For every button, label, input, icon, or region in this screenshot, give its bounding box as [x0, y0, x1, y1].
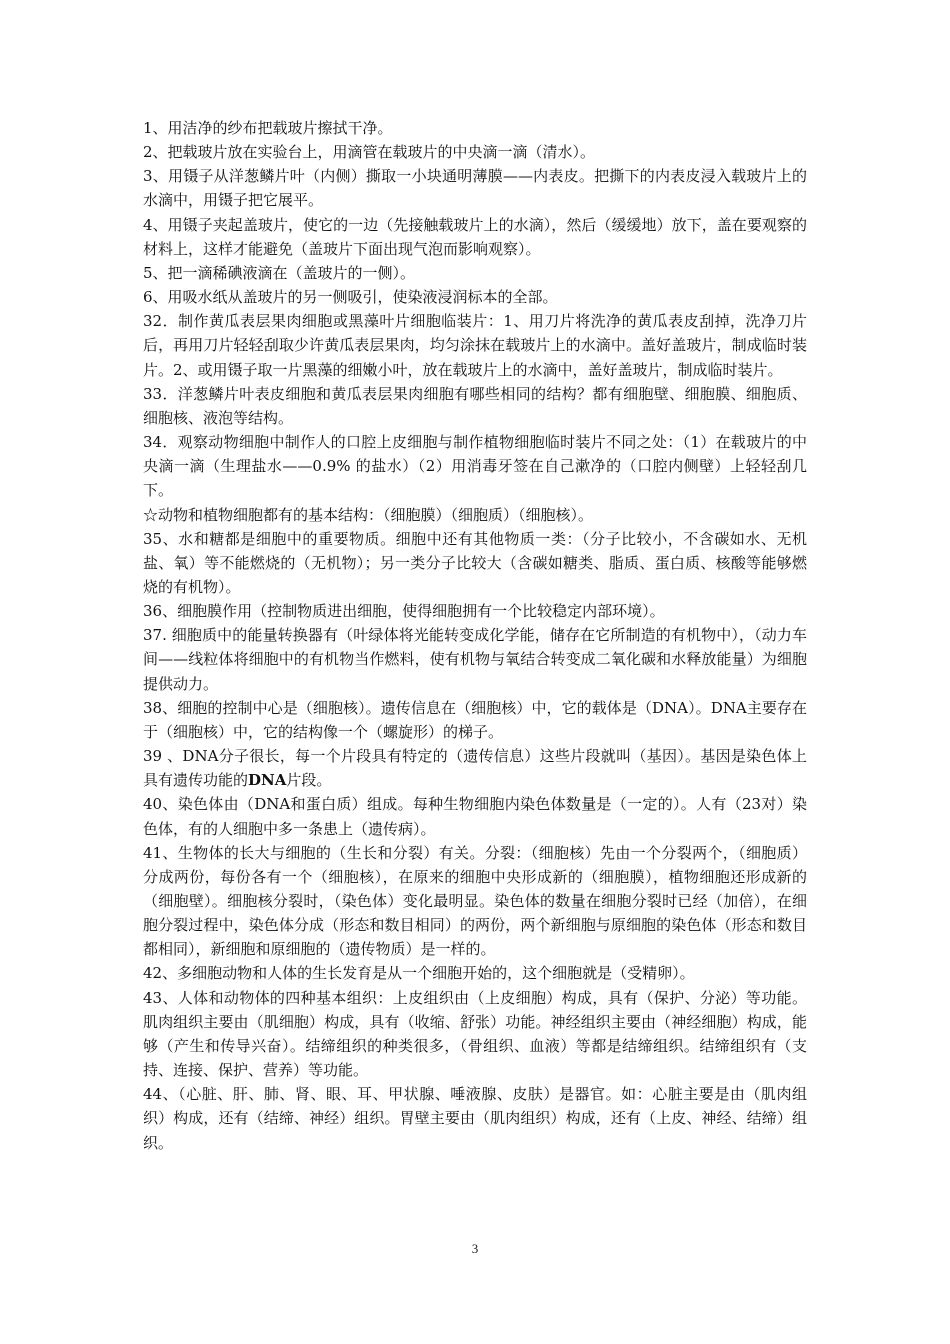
paragraph-39-bold-dna: DNA: [248, 771, 287, 790]
paragraph-40: 40、染色体由（DNA和蛋白质）组成。每种生物细胞内染色体数量是（一定的）。人有（23对）染色体，有的人细胞中多一条患上（遗传病）。: [143, 795, 807, 838]
paragraph-36: 36、细胞膜作用（控制物质进出细胞，使得细胞拥有一个比较稳定内部环境）。: [143, 602, 665, 621]
paragraph-step-4: 4、用镊子夹起盖玻片，使它的一边（先接触载玻片上的水滴），然后（缓缓地）放下，盖在要观察的材料上，这样才能避免（盖玻片下面出现气泡而影响观察）。: [143, 215, 807, 258]
document-body: [143, 116, 807, 1155]
paragraph-step-5: 5、把一滴稀碘液滴在（盖玻片的一侧）。: [143, 263, 416, 282]
paragraph-37: 37. 细胞质中的能量转换器有（叶绿体将光能转变成化学能，储存在它所制造的有机物中），（动力车间——线粒体将细胞中的有机物当作燃料，使有机物与氧结合转变成二氧化碳和水释放能量）为细胞提供动力。: [143, 626, 807, 693]
paragraph-34: 34．观察动物细胞中制作人的口腔上皮细胞与制作植物细胞临时装片不同之处：（1）在载玻片的中央滴一滴（生理盐水——0.9% 的盐水）（2）用消毒牙签在自己漱净的（口腔内侧壁）上轻轻刮几下。: [143, 433, 807, 500]
paragraph-step-2: 2、把载玻片放在实验台上，用滴管在载玻片的中央滴一滴（清水）。: [143, 143, 596, 162]
paragraph-44: 44、（心脏、肝、肺、肾、眼、耳、甲状腺、唾液腺、皮肤）是器官。如：心脏主要是由（肌肉组织）构成，还有（结缔、神经）组织。胃壁主要由（肌肉组织）构成，还有（上皮、神经、结缔）组织。: [143, 1085, 807, 1152]
paragraph-38: 38、细胞的控制中心是（细胞核）。遗传信息在（细胞核）中，它的载体是（DNA）。DNA主要存在于（细胞核）中，它的结构像一个（螺旋形）的梯子。: [143, 698, 807, 741]
paragraph-star-note: ☆动物和植物细胞都有的基本结构：（细胞膜）（细胞质）（细胞核）。: [143, 505, 594, 524]
paragraph-42: 42、多细胞动物和人体的生长发育是从一个细胞开始的，这个细胞就是（受精卵）。: [143, 964, 695, 983]
paragraph-step-3: 3、用镊子从洋葱鳞片叶（内侧）撕取一小块通明薄膜——内表皮。把撕下的内表皮浸入载玻片上的水滴中，用镊子把它展平。: [143, 167, 807, 210]
paragraph-39-text-start: 39 、DNA分子很长，每一个片段具有特定的（遗传信息）这些片段就叫（基因）。基因是染色体上具有遗传功能的: [143, 747, 807, 790]
paragraph-32: 32．制作黄瓜表层果肉细胞或黑藻叶片细胞临装片：1、用刀片将洗净的黄瓜表皮刮掉，洗净刀片后，再用刀片轻轻刮取少许黄瓜表层果肉，均匀涂抹在载玻片上的水滴中。盖好盖玻片，制成临时装片。2、或用镊子取一片黑藻的细嫩小叶，放在载玻片上的水滴中，盖好盖玻片，制成临时装片。: [143, 312, 807, 379]
paragraph-step-1: 1、用洁净的纱布把载玻片擦拭干净。: [143, 119, 393, 137]
page-number: 3: [471, 1241, 479, 1256]
paragraph-35: 35、水和糖都是细胞中的重要物质。细胞中还有其他物质一类：（分子比较小，不含碳如水、无机盐、氧）等不能燃烧的（无机物）；另一类分子比较大（含碳如糖类、脂质、蛋白质、核酸等能够燃烧的有机物）。: [143, 529, 807, 596]
paragraph-39: [143, 744, 807, 792]
paragraph-41: 41、生物体的长大与细胞的（生长和分裂）有关。分裂：（细胞核）先由一个分裂两个，（细胞质）分成两份，每份各有一个（细胞核），在原来的细胞中央形成新的（细胞膜），植物细胞还形成新的（细胞壁）。细胞核分裂时，（染色体）变化最明显。染色体的数量在细胞分裂时已经（加倍），在细胞分裂过程中，染色体分成（形态和数目相同）的两份，两个新细胞与原细胞的染色体（形态和数目都相同），新细胞和原细胞的（遗传物质）是一样的。: [143, 843, 807, 959]
paragraph-43: 43、人体和动物体的四种基本组织：上皮组织由（上皮细胞）构成，具有（保护、分泌）等功能。肌肉组织主要由（肌细胞）构成，具有（收缩、舒张）功能。神经组织主要由（神经细胞）构成，能够（产生和传导兴奋）。结缔组织的种类很多，（骨组织、血液）等都是结缔组织。结缔组织有（支持、连接、保护、营养）等功能。: [143, 988, 807, 1080]
paragraph-39-text-end: 片段。: [286, 771, 332, 790]
paragraph-33: 33．洋葱鳞片叶表皮细胞和黄瓜表层果肉细胞有哪些相同的结构？都有细胞壁、细胞膜、细胞质、细胞核、液泡等结构。: [143, 384, 807, 427]
paragraph-step-6: 6、用吸水纸从盖玻片的另一侧吸引，使染液浸润标本的全部。: [143, 288, 558, 307]
